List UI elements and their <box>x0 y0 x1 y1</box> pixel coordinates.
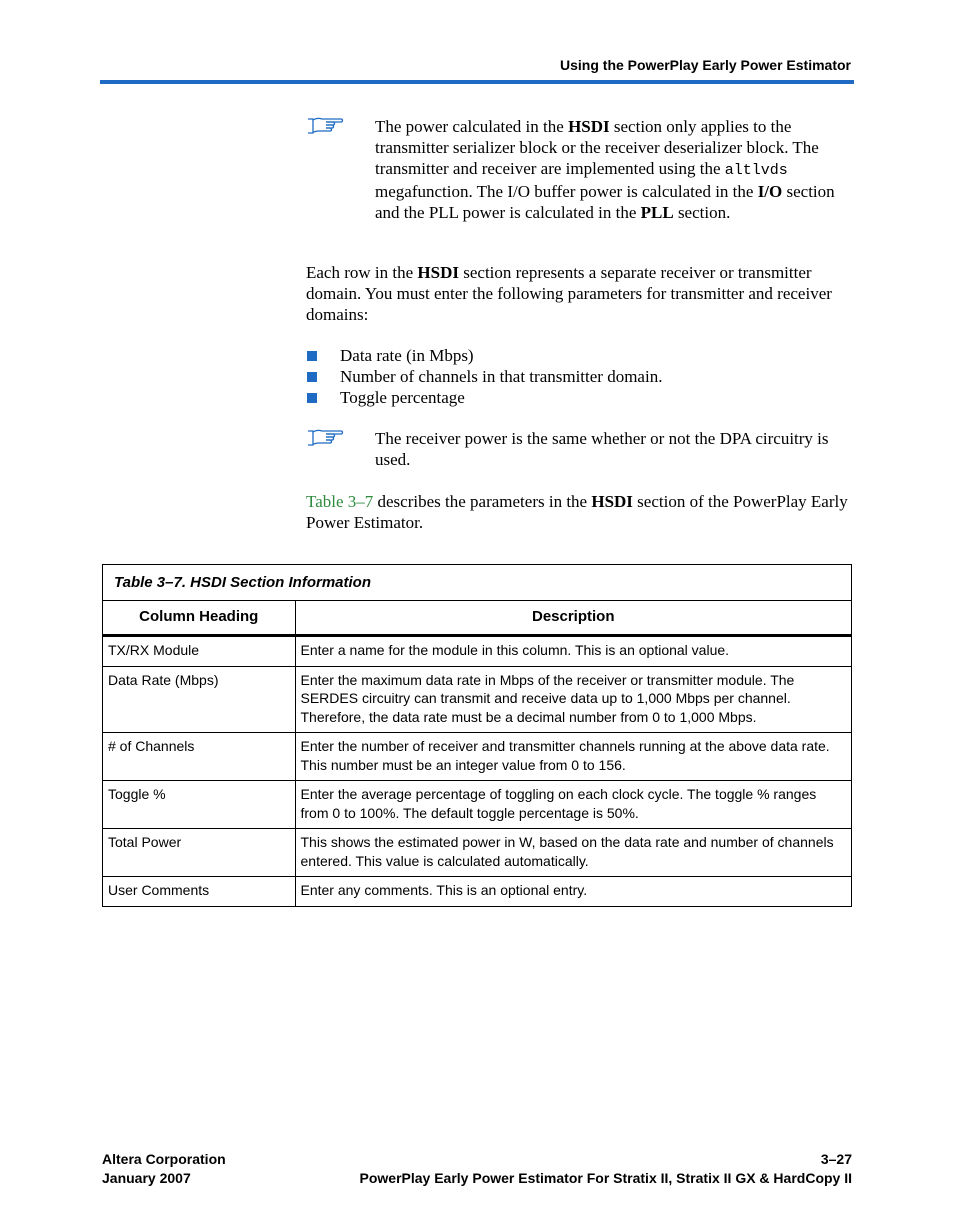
table-row <box>103 829 851 877</box>
cell-column-heading: Total Power <box>103 829 295 877</box>
parameter-list <box>306 345 854 408</box>
list-item: Data rate (in Mbps) <box>306 345 854 366</box>
cell-description: Enter a name for the module in this column. This is an optional value. <box>295 636 851 667</box>
cell-description: Enter any comments. This is an optional entry. <box>295 877 851 906</box>
cell-column-heading: TX/RX Module <box>108 642 200 658</box>
cell-column-heading: # of Channels <box>103 733 295 781</box>
pointing-hand-icon <box>306 428 344 448</box>
column-header-description: Description <box>295 601 851 636</box>
table-row <box>103 781 851 829</box>
table-row <box>103 877 851 906</box>
bullet-square-icon <box>307 351 317 361</box>
list-item: Toggle percentage <box>306 387 854 408</box>
column-header-heading: Column Heading <box>103 601 295 636</box>
cell-description: This shows the estimated power in W, based on the data rate and number of channels entered. This value is calculated automatically. <box>295 829 851 877</box>
cell-description: Enter the maximum data rate in Mbps of the receiver or transmitter module. The SERDES circuitry can transmit and receive data up to 1,000 Mbps per channel. Therefore, the data rate must be a decimal number from 0 to 1,000 Mbps. <box>295 666 851 733</box>
table-row <box>103 733 851 781</box>
running-header: Using the PowerPlay Early Power Estimator <box>560 57 851 73</box>
note-1-text: The power calculated in the HSDI section only applies to the transmitter serializer block or the receiver deserializer block. The transmitter and receiver are implemented using the altlvds megafunction. The I/O buffer power is calculated in the I/O section and the PLL power is calculated in the PLL section. <box>375 117 835 222</box>
cell-description: Enter the average percentage of toggling on each clock cycle. The toggle % ranges from 0 to 100%. The default toggle percentage is 50%. <box>295 781 851 829</box>
bullet-square-icon <box>307 372 317 382</box>
table-caption: Table 3–7. HSDI Section Information <box>103 565 851 601</box>
hsdi-section-table <box>102 564 852 907</box>
pointing-hand-icon <box>306 116 344 136</box>
paragraph-hsdi-rows: Each row in the HSDI section represents a separate receiver or transmitter domain. You must enter the following parameters for transmitter and receiver domains: <box>306 263 832 324</box>
page-number: 3–27 <box>820 1151 852 1167</box>
footer-date: January 2007 <box>102 1170 191 1186</box>
table-3-7-link[interactable]: Table 3–7 <box>306 492 374 511</box>
code-altlvds: altlvds <box>724 162 788 179</box>
table-row <box>103 636 851 667</box>
cell-column-heading: User Comments <box>103 877 295 906</box>
bullet-square-icon <box>307 393 317 403</box>
header-rule <box>100 80 854 84</box>
note-2-text: The receiver power is the same whether or not the DPA circuitry is used. <box>375 429 829 469</box>
cell-description: Enter the number of receiver and transmitter channels running at the above data rate. This number must be an integer value from 0 to 156. <box>295 733 851 781</box>
footer-company: Altera Corporation <box>102 1151 226 1167</box>
footer-document-title: PowerPlay Early Power Estimator For Stratix II, Stratix II GX & HardCopy II <box>359 1170 852 1186</box>
cell-column-heading: Toggle % <box>103 781 295 829</box>
list-item: Number of channels in that transmitter domain. <box>306 366 854 387</box>
table-row <box>103 666 851 733</box>
paragraph-table-ref: Table 3–7 describes the parameters in the HSDI section of the PowerPlay Early Power Estimator. <box>306 492 848 532</box>
cell-column-heading: Data Rate (Mbps) <box>103 666 295 733</box>
